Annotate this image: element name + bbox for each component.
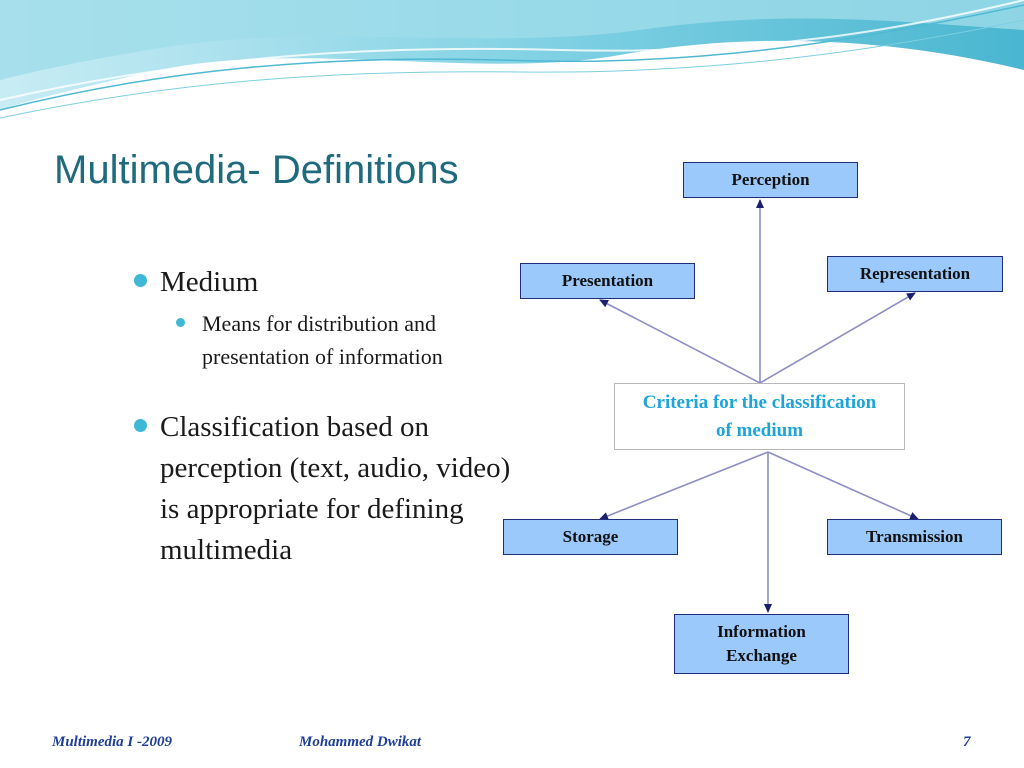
footer-author: Mohammed Dwikat — [299, 734, 422, 750]
information-exchange-box: Information Exchange — [674, 614, 849, 674]
criteria-center-box: Criteria for the classification of medium — [614, 383, 905, 450]
arrow-to-representation — [760, 293, 915, 383]
slide-title: Multimedia- Definitions — [54, 148, 459, 192]
sub-bullet-text: Means for distribution and presentation of information — [202, 311, 443, 369]
transmission-box: Transmission — [827, 519, 1002, 555]
storage-box: Storage — [503, 519, 678, 555]
footer-page-number: 7 — [963, 734, 971, 750]
representation-box: Representation — [827, 256, 1003, 292]
arrow-to-transmission — [768, 452, 918, 519]
footer-course: Multimedia I -2009 — [52, 734, 173, 750]
bullet-text: Medium — [160, 266, 259, 298]
presentation-box: Presentation — [520, 263, 695, 299]
arrow-to-presentation — [600, 300, 760, 383]
arrow-to-storage — [600, 452, 768, 519]
bullet-text: Classification based on perception (text, audio, video) is appropriate for defining multimedia — [160, 411, 511, 566]
perception-box: Perception — [683, 162, 858, 198]
